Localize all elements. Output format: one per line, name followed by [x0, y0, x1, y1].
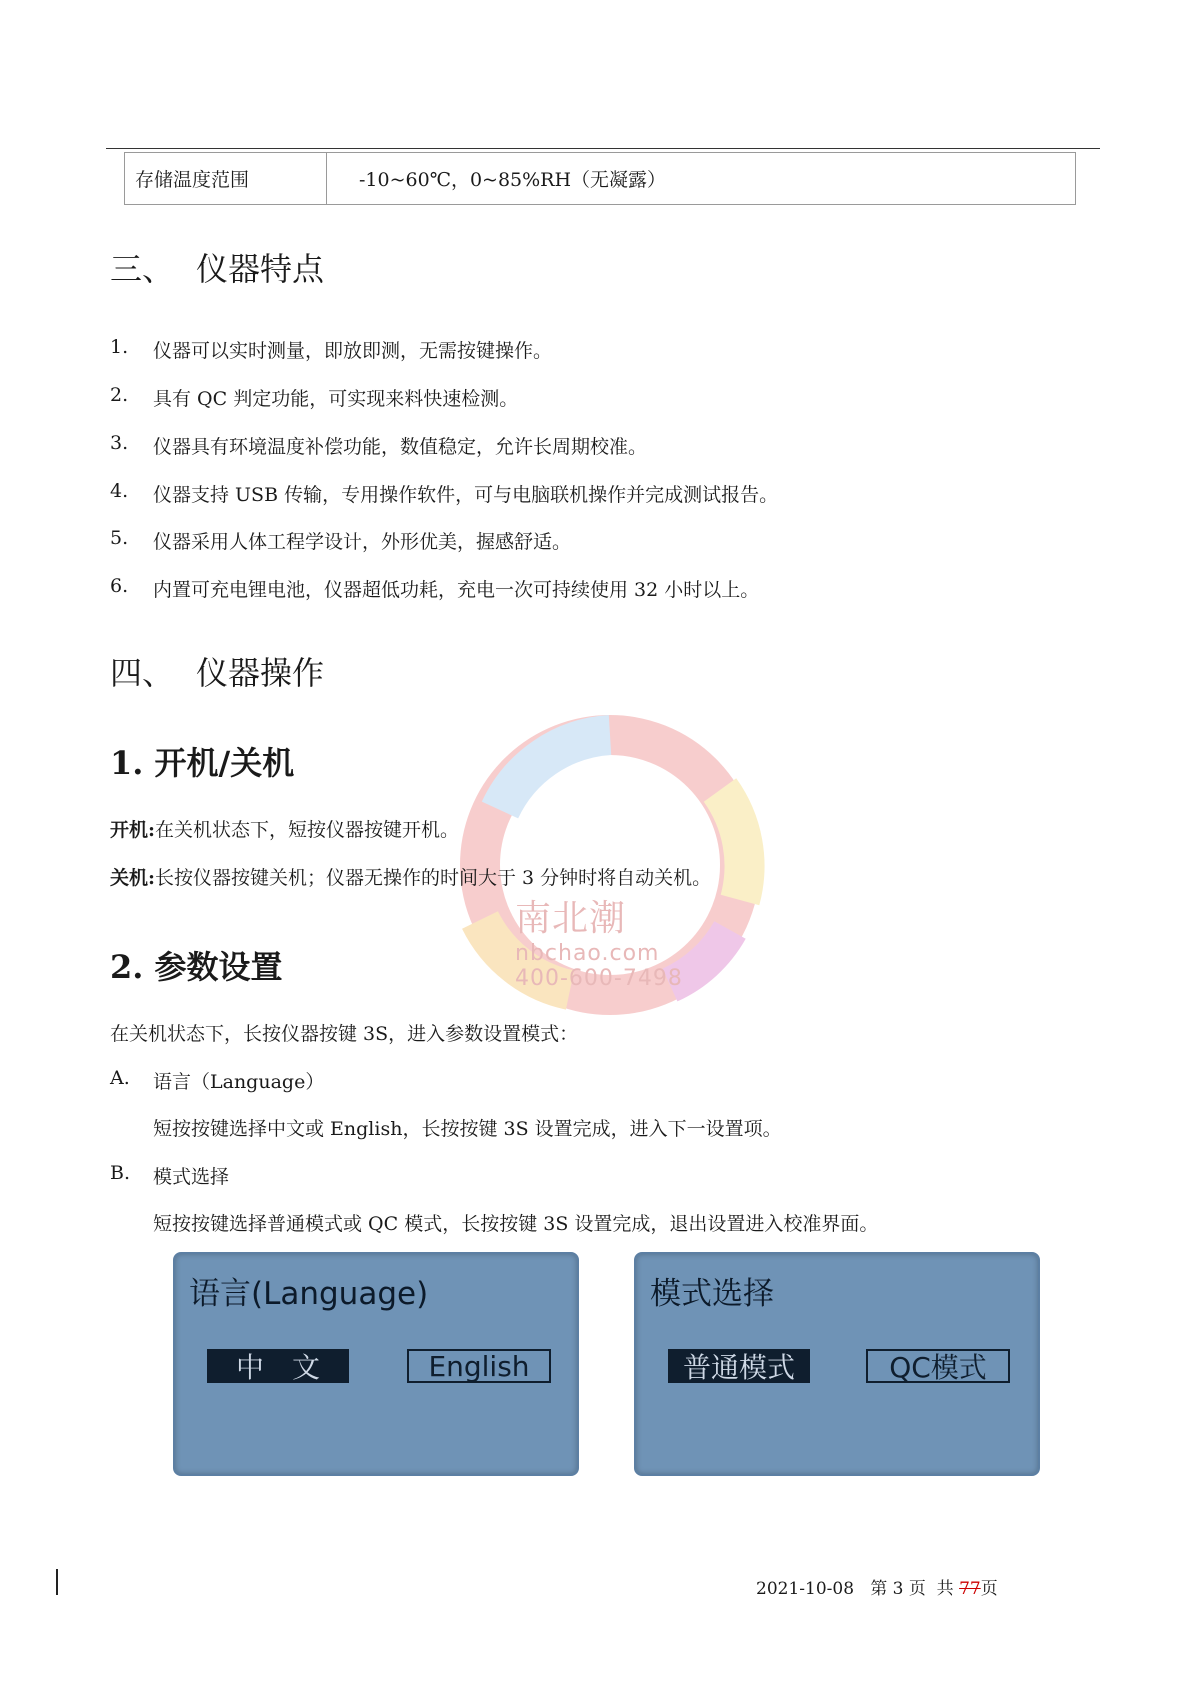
revision-margin-bar [56, 1569, 58, 1595]
feature-item [110, 336, 552, 363]
feature-text: 仪器采用人体工程学设计，外形优美，握感舒适。 [153, 531, 572, 553]
feature-number: 6. [110, 575, 129, 597]
sub1-heading: 1. 开机/关机 [110, 744, 295, 782]
watermark-brand: 南北潮 [515, 898, 627, 939]
feature-text: 仪器可以实时测量，即放即测，无需按键操作。 [153, 340, 553, 362]
watermark-text [515, 890, 683, 991]
feature-number: 3. [110, 432, 129, 454]
footer-date: 2021-10-08 [756, 1579, 855, 1599]
setting-a-desc: 短按按键选择中文或 English，长按按键 3S 设置完成，进入下一设置项。 [153, 1118, 782, 1140]
settings-intro: 在关机状态下，长按仪器按键 3S，进入参数设置模式： [110, 1023, 579, 1045]
feature-item [110, 432, 647, 459]
spec-table-row [124, 152, 1076, 205]
option-normal-mode-selected: 普通模式 [668, 1349, 810, 1383]
feature-number: 4. [110, 480, 129, 502]
watermark-phone: 400-600-7498 [515, 966, 683, 991]
footer-total-suffix: 页 [980, 1579, 998, 1599]
section3-number: 三、 [110, 250, 175, 288]
setting-b-heading [110, 1162, 229, 1189]
feature-text: 具有 QC 判定功能，可实现来料快速检测。 [153, 388, 519, 410]
feature-text: 内置可充电锂电池，仪器超低功耗，充电一次可持续使用 32 小时以上。 [153, 579, 760, 601]
option-english: English [407, 1349, 551, 1383]
setting-a-heading [110, 1067, 324, 1094]
lcd-language-screen [173, 1252, 579, 1476]
footer-total-prefix: 共 [936, 1579, 954, 1599]
option-chinese-selected: 中 文 [207, 1349, 349, 1383]
lcd-mode-screen [634, 1252, 1040, 1476]
setting-b-desc: 短按按键选择普通模式或 QC 模式，长按按键 3S 设置完成，退出设置进入校准界面。 [153, 1213, 879, 1235]
sub2-heading: 2. 参数设置 [110, 948, 283, 986]
footer-total-pages: 77 [959, 1579, 981, 1599]
power-off-text: 长按仪器按键关机；仪器无操作的时间大于 3 分钟时将自动关机。 [155, 867, 712, 889]
feature-number: 1. [110, 336, 129, 358]
spec-label: 存储温度范围 [125, 153, 327, 204]
feature-number: 5. [110, 527, 129, 549]
section3-title: 仪器特点 [196, 250, 325, 288]
lcd-mode-title: 模式选择 [650, 1276, 774, 1312]
power-on-label: 开机: [110, 819, 156, 841]
feature-text: 仪器具有环境温度补偿功能，数值稳定，允许长周期校准。 [153, 436, 648, 458]
top-rule [106, 148, 1100, 149]
power-off-label: 关机: [110, 867, 156, 889]
option-qc-mode: QC模式 [866, 1349, 1010, 1383]
spec-value: -10~60℃，0~85%RH（无凝露） [359, 169, 667, 191]
power-off-line [110, 863, 711, 890]
feature-item [110, 575, 759, 602]
feature-item [110, 384, 518, 411]
watermark-site: nbchao.com [515, 941, 660, 966]
power-on-line [110, 815, 459, 842]
feature-item [110, 480, 778, 507]
setting-a-letter: A. [110, 1067, 130, 1089]
setting-b-title: 模式选择 [153, 1166, 230, 1188]
feature-item [110, 527, 571, 554]
section4-title: 仪器操作 [196, 654, 325, 692]
feature-text: 仪器支持 USB 传输，专用操作软件，可与电脑联机操作并完成测试报告。 [153, 484, 779, 506]
footer-page-number: 第 3 页 [870, 1579, 926, 1599]
lcd-language-title: 语言(Language) [189, 1276, 429, 1312]
section3-heading [110, 244, 324, 290]
page-footer [756, 1574, 998, 1599]
setting-b-letter: B. [110, 1162, 131, 1184]
section4-heading [110, 648, 324, 694]
section4-number: 四、 [110, 654, 175, 692]
power-on-text: 在关机状态下，短按仪器按键开机。 [155, 819, 460, 841]
setting-a-title: 语言（Language） [153, 1071, 325, 1093]
feature-number: 2. [110, 384, 129, 406]
